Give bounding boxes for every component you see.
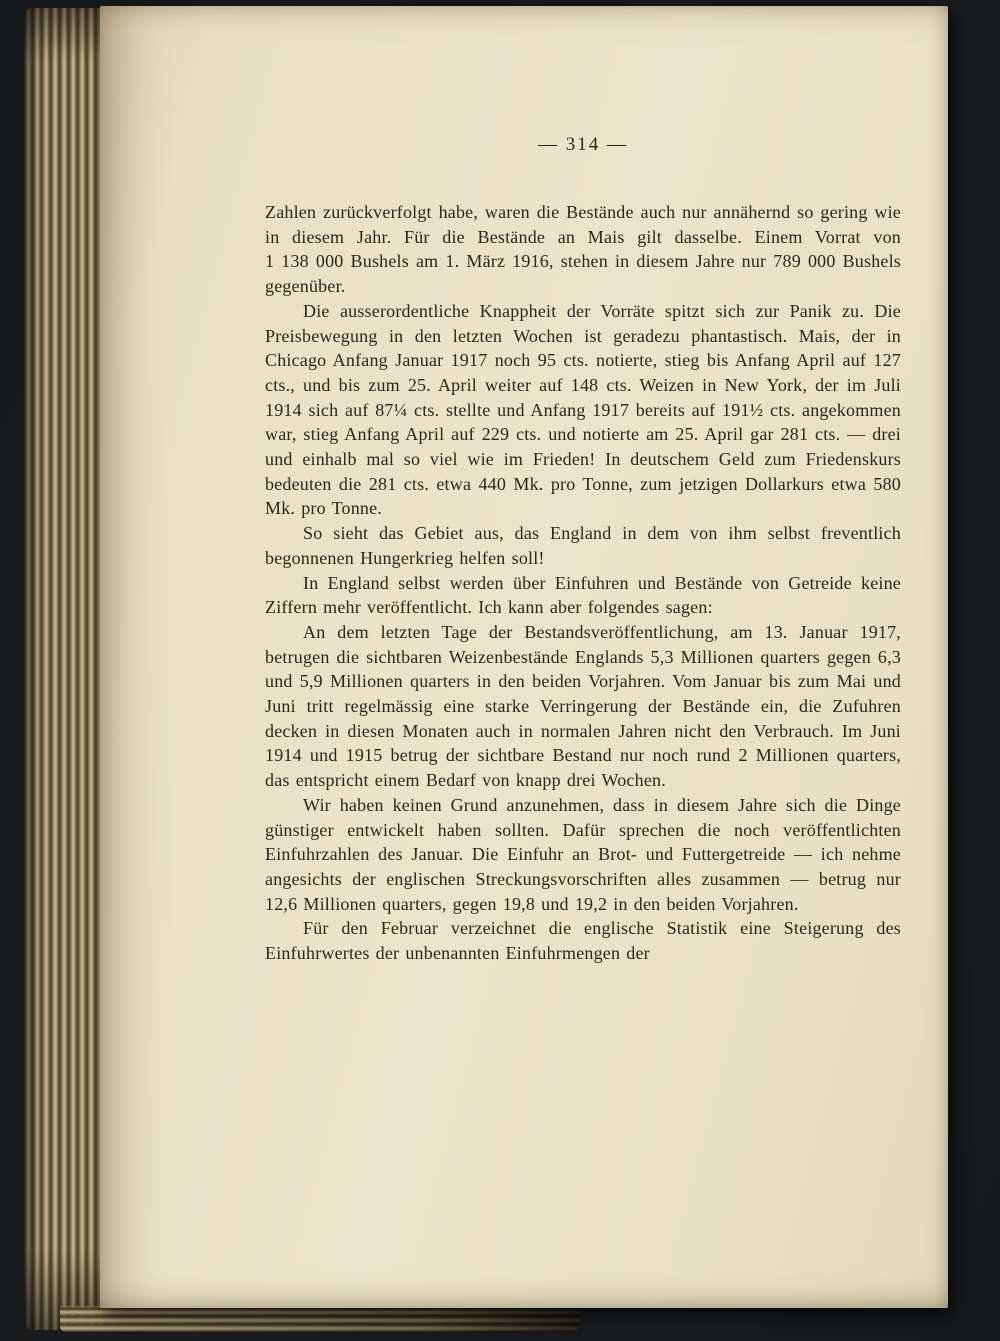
paragraph: In England selbst werden über Einfuhren und Bestände von Getreide keine Ziffern mehr veröffentlicht. Ich kann aber folgendes sagen: bbox=[265, 572, 901, 618]
paragraph: So sieht das Gebiet aus, das England in dem von ihm selbst freventlich begonnenen Hungerkrieg helfen soll! bbox=[265, 523, 901, 568]
paragraph: An dem letzten Tage der Bestandsveröffentlichung, am 13. Januar 1917, betrugen die sichtbaren Weizenbestände Englands 5,3 Millionen quarters gegen 6,3 und 5,9 Millionen quarters in den beiden Vorjahren. Vom Januar bis zum Mai und Juni tritt regelmässig eine starke Verringerung der Bestände ein, die Zufuhren decken in diesen Monaten auch in normalen Jahren nicht den Verbrauch. Im Juni 1914 und 1915 betrug der sichtbare Bestand nur noch rund 2 Millionen quarters, das entspricht einem Bedarf von knapp drei Wochen. bbox=[265, 621, 901, 791]
page-stack-edges-left bbox=[24, 8, 104, 1330]
paragraph-incomplete: Für den Februar verzeichnet die englische Statistik eine Steigerung des Einfuhrwertes der unbenannten Einfuhrmengen der bbox=[265, 918, 901, 964]
paragraph: Die ausserordentliche Knappheit der Vorräte spitzt sich zur Panik zu. Die Preisbewegung in den letzten Wochen ist geradezu phantastisch. Mais, der in Chicago Anfang Januar 1917 noch 95 cts. notierte, stieg bis Anfang April auf 127 cts., und bis zum 25. April weiter auf 148 cts. Weizen in New York, der im Juli 1914 sich auf 87¼ cts. stellte und Anfang 1917 bereits auf 191½ cts. angekommen war, stieg Anfang April auf 229 cts. und notierte am 25. April gar 281 cts. — drei und einhalb mal so viel wie im Frieden! In deutschem Geld zum Friedenskurs bedeuten die 281 cts. etwa 440 Mk. pro Tonne, zum jetzigen Dollarkurs etwa 580 Mk. pro Tonne. bbox=[265, 300, 901, 519]
page-stack-edges-bottom bbox=[60, 1306, 580, 1332]
page-number: — 314 — bbox=[538, 134, 628, 155]
paragraph: Wir haben keinen Grund anzunehmen, dass in diesem Jahre sich die Dinge günstiger entwickelt haben sollten. Dafür sprechen die noch veröffentlichten Einfuhrzahlen des Januar. Die Einfuhr an Brot- und Futtergetreide — ich nehme angesichts der englischen Streckungsvorschriften alles zusammen — betrug nur 12,6 Millionen quarters, gegen 19,8 und 19,2 in den beiden Vorjahren. bbox=[265, 794, 901, 914]
page-content bbox=[265, 134, 901, 966]
book-page bbox=[100, 6, 948, 1308]
paragraph-continuation: Zahlen zurückverfolgt habe, waren die Bestände auch nur annähernd so gering wie in diesem Jahr. Für die Bestände an Mais gilt dasselbe. Einem Vorrat von 1 138 000 Bushels am 1. März 1916, stehen in diesem Jahre nur 789 000 Bushels gegenüber. bbox=[265, 202, 901, 297]
